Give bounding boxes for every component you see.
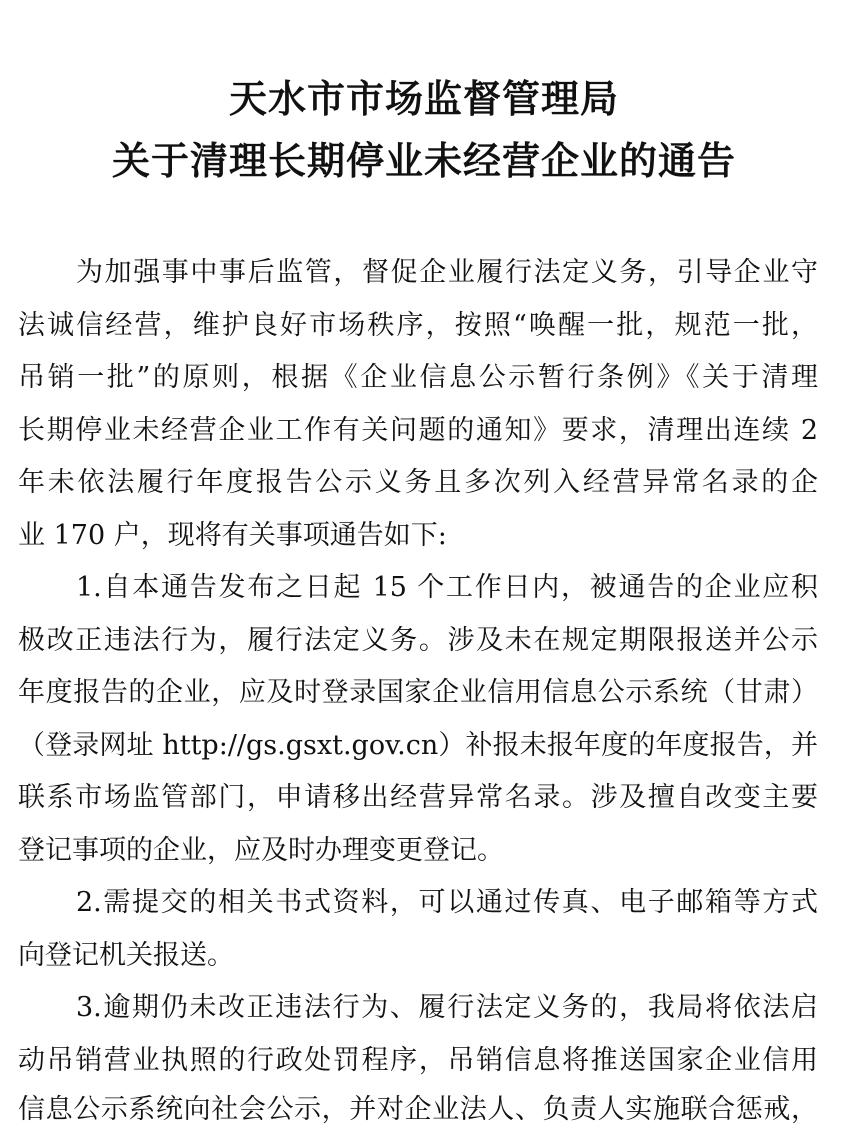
body-line: 年度报告的企业，应及时登录国家企业信用信息公示系统（甘肃） bbox=[18, 677, 818, 708]
body-line: 为加强事中事后监管，督促企业履行法定义务，引导企业守 bbox=[76, 257, 818, 288]
body-line: 1.自本通告发布之日起 15 个工作日内，被通告的企业应积 bbox=[76, 572, 818, 603]
body-line: 长期停业未经营企业工作有关问题的通知》要求，清理出连续 2 bbox=[18, 415, 818, 446]
body-line: 年未依法履行年度报告公示义务且多次列入经营异常名录的企 bbox=[18, 467, 818, 498]
body-line: 2.需提交的相关书式资料，可以通过传真、电子邮箱等方式 bbox=[76, 887, 818, 918]
body-line: 动吊销营业执照的行政处罚程序，吊销信息将推送国家企业信用 bbox=[18, 1045, 818, 1076]
body-line: 联系市场监管部门，申请移出经营异常名录。涉及擅自改变主要 bbox=[18, 782, 818, 813]
document-title-line-1: 天水市市场监督管理局 bbox=[228, 76, 619, 121]
body-line: 极改正违法行为，履行法定义务。涉及未在规定期限报送并公示 bbox=[18, 625, 818, 656]
body-line: 向登记机关报送。 bbox=[18, 940, 234, 971]
body-line: 信息公示系统向社会公示，并对企业法人、负责人实施联合惩戒， bbox=[18, 1094, 818, 1125]
body-line: 吊销一批”的原则，根据《企业信息公示暂行条例》《关于清理 bbox=[18, 362, 818, 393]
body-line: 3.逾期仍未改正违法行为、履行法定义务的，我局将依法启 bbox=[76, 992, 818, 1023]
body-line: 登记事项的企业，应及时办理变更登记。 bbox=[18, 835, 504, 866]
document-title-line-2: 关于清理长期停业未经营企业的通告 bbox=[111, 138, 736, 183]
body-line: 业 170 户，现将有关事项通告如下: bbox=[18, 520, 447, 551]
body-line: 法诚信经营，维护良好市场秩序，按照“唤醒一批，规范一批， bbox=[18, 310, 818, 341]
body-line: （登录网址 http://gs.gsxt.gov.cn）补报未报年度的年度报告，并 bbox=[18, 730, 818, 761]
